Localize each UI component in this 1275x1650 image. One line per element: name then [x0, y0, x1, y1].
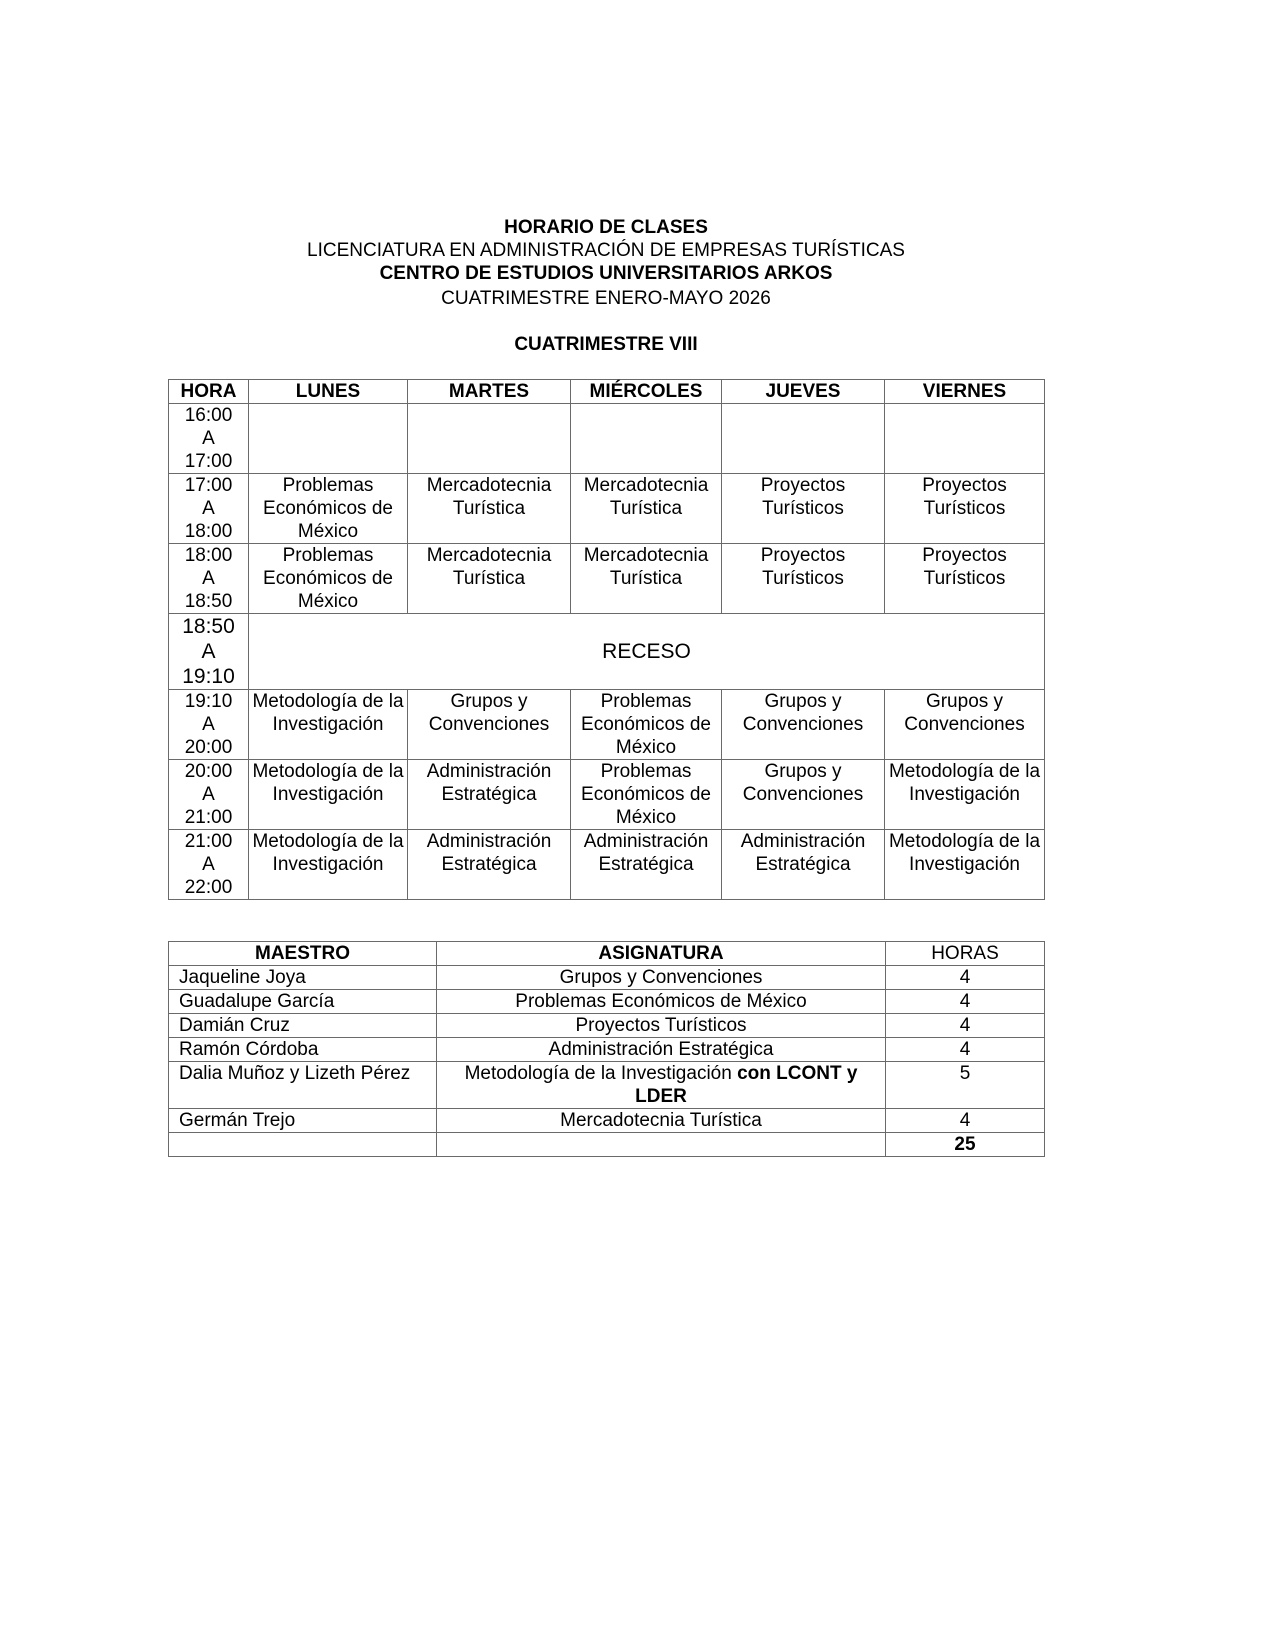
- class-cell: Mercadotecnia Turística: [571, 474, 722, 544]
- subject-cell: [437, 966, 886, 990]
- schedule-row: [169, 760, 1045, 830]
- class-cell: [571, 404, 722, 474]
- hours-cell: 4: [886, 1014, 1045, 1038]
- time-slot: [169, 404, 249, 474]
- class-cell: Proyectos Turísticos: [885, 474, 1045, 544]
- subject-cell: [437, 1038, 886, 1062]
- time-start: 16:00: [184, 405, 233, 426]
- time-sep: A: [202, 784, 215, 805]
- class-cell: Grupos y Convenciones: [885, 690, 1045, 760]
- time-end: 22:00: [184, 877, 233, 898]
- time-start: 20:00: [184, 761, 233, 782]
- time-sep: A: [202, 714, 215, 735]
- time-slot: [169, 760, 249, 830]
- recess-row: [169, 614, 1045, 690]
- schedule-row: [169, 474, 1045, 544]
- subject-name: Grupos y Convenciones: [559, 967, 763, 988]
- total-hours: 25: [886, 1133, 1045, 1157]
- total-row: [169, 1133, 1045, 1157]
- teacher-name: Dalia Muñoz y Lizeth Pérez: [169, 1062, 437, 1109]
- teacher-name: Jaqueline Joya: [169, 966, 437, 990]
- teachers-header-row: [169, 942, 1045, 966]
- hours-cell: 4: [886, 1109, 1045, 1133]
- time-start: 18:50: [182, 615, 235, 638]
- time-start: 19:10: [184, 691, 233, 712]
- schedule-row: [169, 404, 1045, 474]
- time-slot: [169, 474, 249, 544]
- column-header-asignatura: ASIGNATURA: [437, 942, 886, 966]
- teacher-name: Ramón Córdoba: [169, 1038, 437, 1062]
- subject-cell: [437, 1014, 886, 1038]
- teachers-table: [168, 941, 1045, 1157]
- schedule-row: [169, 690, 1045, 760]
- class-cell: Grupos y Convenciones: [722, 760, 885, 830]
- column-header-miercoles: MIÉRCOLES: [571, 380, 722, 404]
- column-header-jueves: JUEVES: [722, 380, 885, 404]
- class-cell: Grupos y Convenciones: [408, 690, 571, 760]
- class-cell: Administración Estratégica: [408, 830, 571, 900]
- subject-name: Mercadotecnia Turística: [560, 1110, 762, 1131]
- class-cell: Metodología de la Investigación: [885, 760, 1045, 830]
- class-cell: [249, 404, 408, 474]
- class-cell: [722, 404, 885, 474]
- teacher-row: [169, 1062, 1045, 1109]
- column-header-lunes: LUNES: [249, 380, 408, 404]
- column-header-martes: MARTES: [408, 380, 571, 404]
- hours-cell: 4: [886, 1038, 1045, 1062]
- column-header-maestro: MAESTRO: [169, 942, 437, 966]
- hours-cell: 4: [886, 966, 1045, 990]
- class-cell: Metodología de la Investigación: [885, 830, 1045, 900]
- class-cell: Metodología de la Investigación: [249, 830, 408, 900]
- time-end: 21:00: [184, 807, 233, 828]
- time-sep: A: [202, 568, 215, 589]
- cuatrimestre-label: CUATRIMESTRE VIII: [514, 334, 698, 355]
- class-cell: Administración Estratégica: [571, 830, 722, 900]
- teacher-name: Guadalupe García: [169, 990, 437, 1014]
- time-sep: A: [202, 498, 215, 519]
- empty-cell: [169, 1133, 437, 1157]
- teacher-row: [169, 990, 1045, 1014]
- time-end: 18:00: [184, 521, 233, 542]
- time-start: 17:00: [184, 475, 233, 496]
- column-header-horas: HORAS: [886, 942, 1045, 966]
- column-header-viernes: VIERNES: [885, 380, 1045, 404]
- teacher-row: [169, 1109, 1045, 1133]
- subject-cell: [437, 990, 886, 1014]
- subject-note: con LCONT y LDER: [635, 1063, 858, 1107]
- teacher-row: [169, 1014, 1045, 1038]
- time-end: 18:50: [184, 591, 233, 612]
- subject-name: Proyectos Turísticos: [575, 1015, 747, 1036]
- class-cell: Mercadotecnia Turística: [408, 474, 571, 544]
- subject-cell: [437, 1062, 886, 1109]
- empty-cell: [437, 1133, 886, 1157]
- class-cell: Proyectos Turísticos: [885, 544, 1045, 614]
- class-cell: Metodología de la Investigación: [249, 690, 408, 760]
- teacher-name: Damián Cruz: [169, 1014, 437, 1038]
- subject-name: Metodología de la Investigación: [464, 1063, 738, 1084]
- time-start: 18:00: [184, 545, 233, 566]
- time-slot: [169, 614, 249, 690]
- time-slot: [169, 690, 249, 760]
- class-cell: Metodología de la Investigación: [249, 760, 408, 830]
- document-title: HORARIO DE CLASES: [504, 217, 708, 238]
- program-name: LICENCIATURA EN ADMINISTRACIÓN DE EMPRESAS TURÍSTICAS: [307, 240, 905, 261]
- class-cell: Problemas Económicos de México: [571, 690, 722, 760]
- class-cell: Grupos y Convenciones: [722, 690, 885, 760]
- class-cell: [408, 404, 571, 474]
- teacher-row: [169, 966, 1045, 990]
- schedule-row: [169, 544, 1045, 614]
- time-sep: A: [202, 854, 215, 875]
- hours-cell: 4: [886, 990, 1045, 1014]
- schedule-row: [169, 830, 1045, 900]
- class-cell: Administración Estratégica: [408, 760, 571, 830]
- recess-cell: RECESO: [249, 614, 1045, 690]
- subject-name: Problemas Económicos de México: [515, 991, 807, 1012]
- class-cell: Mercadotecnia Turística: [571, 544, 722, 614]
- schedule-table: [168, 379, 1045, 900]
- time-slot: [169, 830, 249, 900]
- document-header: [0, 216, 1212, 356]
- teacher-row: [169, 1038, 1045, 1062]
- time-slot: [169, 544, 249, 614]
- time-start: 21:00: [184, 831, 233, 852]
- class-cell: Problemas Económicos de México: [249, 544, 408, 614]
- time-end: 17:00: [184, 451, 233, 472]
- class-cell: [885, 404, 1045, 474]
- teacher-name: Germán Trejo: [169, 1109, 437, 1133]
- class-cell: Problemas Económicos de México: [571, 760, 722, 830]
- class-cell: Problemas Económicos de México: [249, 474, 408, 544]
- column-header-hora: HORA: [169, 380, 249, 404]
- class-cell: Administración Estratégica: [722, 830, 885, 900]
- institution-name: CENTRO DE ESTUDIOS UNIVERSITARIOS ARKOS: [379, 263, 833, 284]
- class-cell: Proyectos Turísticos: [722, 544, 885, 614]
- time-sep: A: [201, 640, 216, 663]
- time-end: 20:00: [184, 737, 233, 758]
- schedule-header-row: [169, 380, 1045, 404]
- time-end: 19:10: [182, 665, 235, 688]
- hours-cell: 5: [886, 1062, 1045, 1109]
- class-cell: Mercadotecnia Turística: [408, 544, 571, 614]
- class-cell: Proyectos Turísticos: [722, 474, 885, 544]
- time-sep: A: [202, 428, 215, 449]
- term-label: CUATRIMESTRE ENERO-MAYO 2026: [441, 288, 771, 309]
- subject-cell: [437, 1109, 886, 1133]
- subject-name: Administración Estratégica: [548, 1039, 774, 1060]
